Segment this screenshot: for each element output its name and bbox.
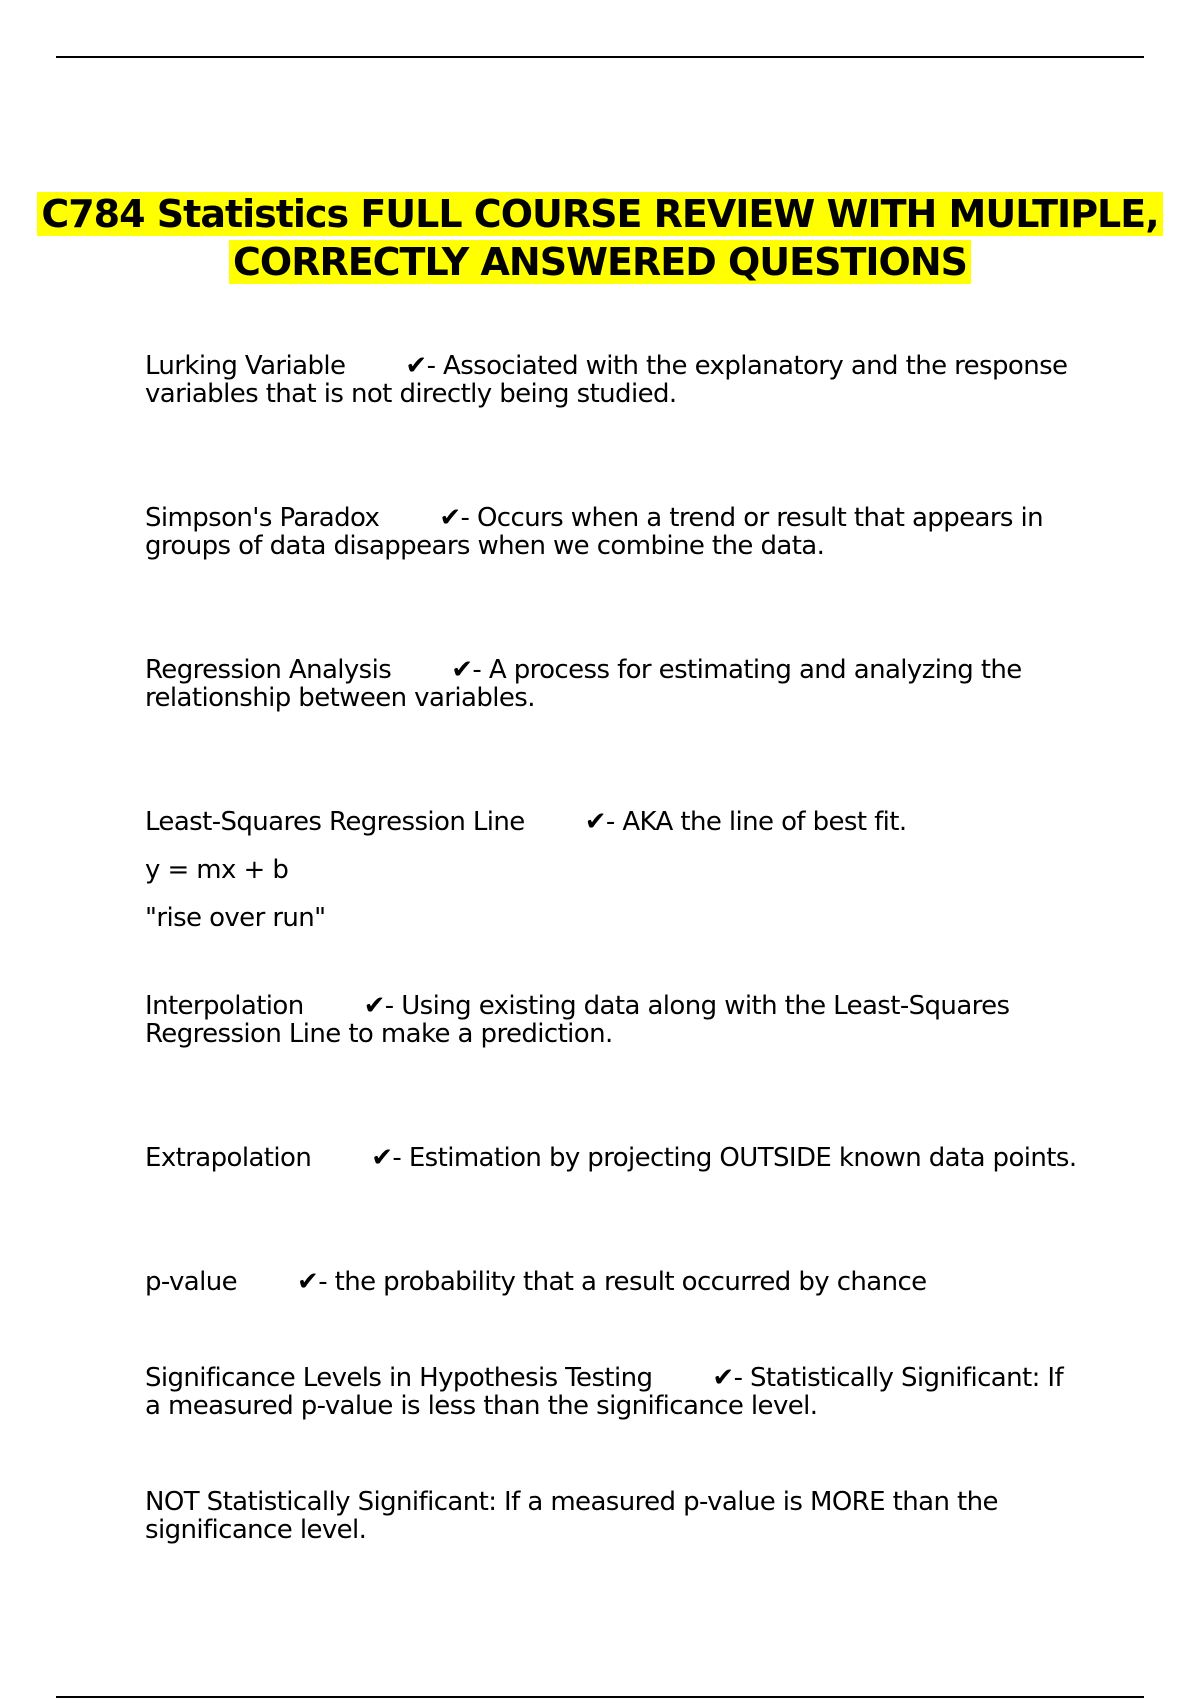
entry-term: Regression Analysis [145, 655, 392, 685]
entry-least-squares-regression-line [145, 808, 1085, 836]
check-icon: ✔ [712, 1363, 734, 1393]
entry-regression-analysis [145, 656, 1085, 712]
top-rule [56, 56, 1144, 58]
check-icon: ✔ [363, 991, 385, 1021]
check-icon: ✔ [584, 807, 606, 837]
check-icon: ✔ [405, 351, 427, 381]
entry-significance-levels [145, 1364, 1085, 1420]
closing-paragraph: NOT Statistically Significant: If a measured p-value is MORE than the significance level. [145, 1487, 998, 1545]
bottom-rule [56, 1696, 1144, 1698]
entry-formula-line: y = mx + b [145, 855, 289, 885]
entry-answer: - Using existing data along with the Least-Squares Regression Line to make a prediction. [145, 991, 1010, 1049]
entry-answer: - Occurs when a trend or result that appears in groups of data disappears when we combine the data. [145, 503, 1044, 561]
entry-answer: - Estimation by projecting OUTSIDE known data points. [392, 1143, 1077, 1173]
entry-term: Least-Squares Regression Line [145, 807, 525, 837]
check-icon: ✔ [371, 1143, 393, 1173]
entry-term: Extrapolation [145, 1143, 312, 1173]
entry-answer: - Associated with the explanatory and the response variables that is not directly being studied. [145, 351, 1068, 409]
check-icon: ✔ [451, 655, 473, 685]
entry-answer: - A process for estimating and analyzing the relationship between variables. [145, 655, 1022, 713]
entry-term: Significance Levels in Hypothesis Testing [145, 1363, 653, 1393]
check-icon: ✔ [297, 1267, 319, 1297]
entry-lurking-variable [145, 352, 1085, 408]
entry-formula-note: "rise over run" [145, 903, 326, 933]
entry-answer: - the probability that a result occurred by chance [318, 1267, 927, 1297]
entry-p-value [145, 1268, 1085, 1296]
entry-interpolation [145, 992, 1085, 1048]
entry-simpsons-paradox [145, 504, 1085, 560]
check-icon: ✔ [439, 503, 461, 533]
document-title: C784 Statistics FULL COURSE REVIEW WITH MULTIPLE, CORRECTLY ANSWERED QUESTIONS [37, 192, 1162, 284]
flashcard-list [145, 352, 1085, 1544]
entry-term: Lurking Variable [145, 351, 346, 381]
entry-term: Simpson's Paradox [145, 503, 380, 533]
entry-extrapolation [145, 1144, 1085, 1172]
title-block [0, 190, 1200, 286]
entry-term: p-value [145, 1267, 238, 1297]
entry-term: Interpolation [145, 991, 304, 1021]
entry-answer: - AKA the line of best fit. [605, 807, 907, 837]
entry-answer: - Statistically Significant: If a measured p-value is less than the significance level. [145, 1363, 1064, 1421]
